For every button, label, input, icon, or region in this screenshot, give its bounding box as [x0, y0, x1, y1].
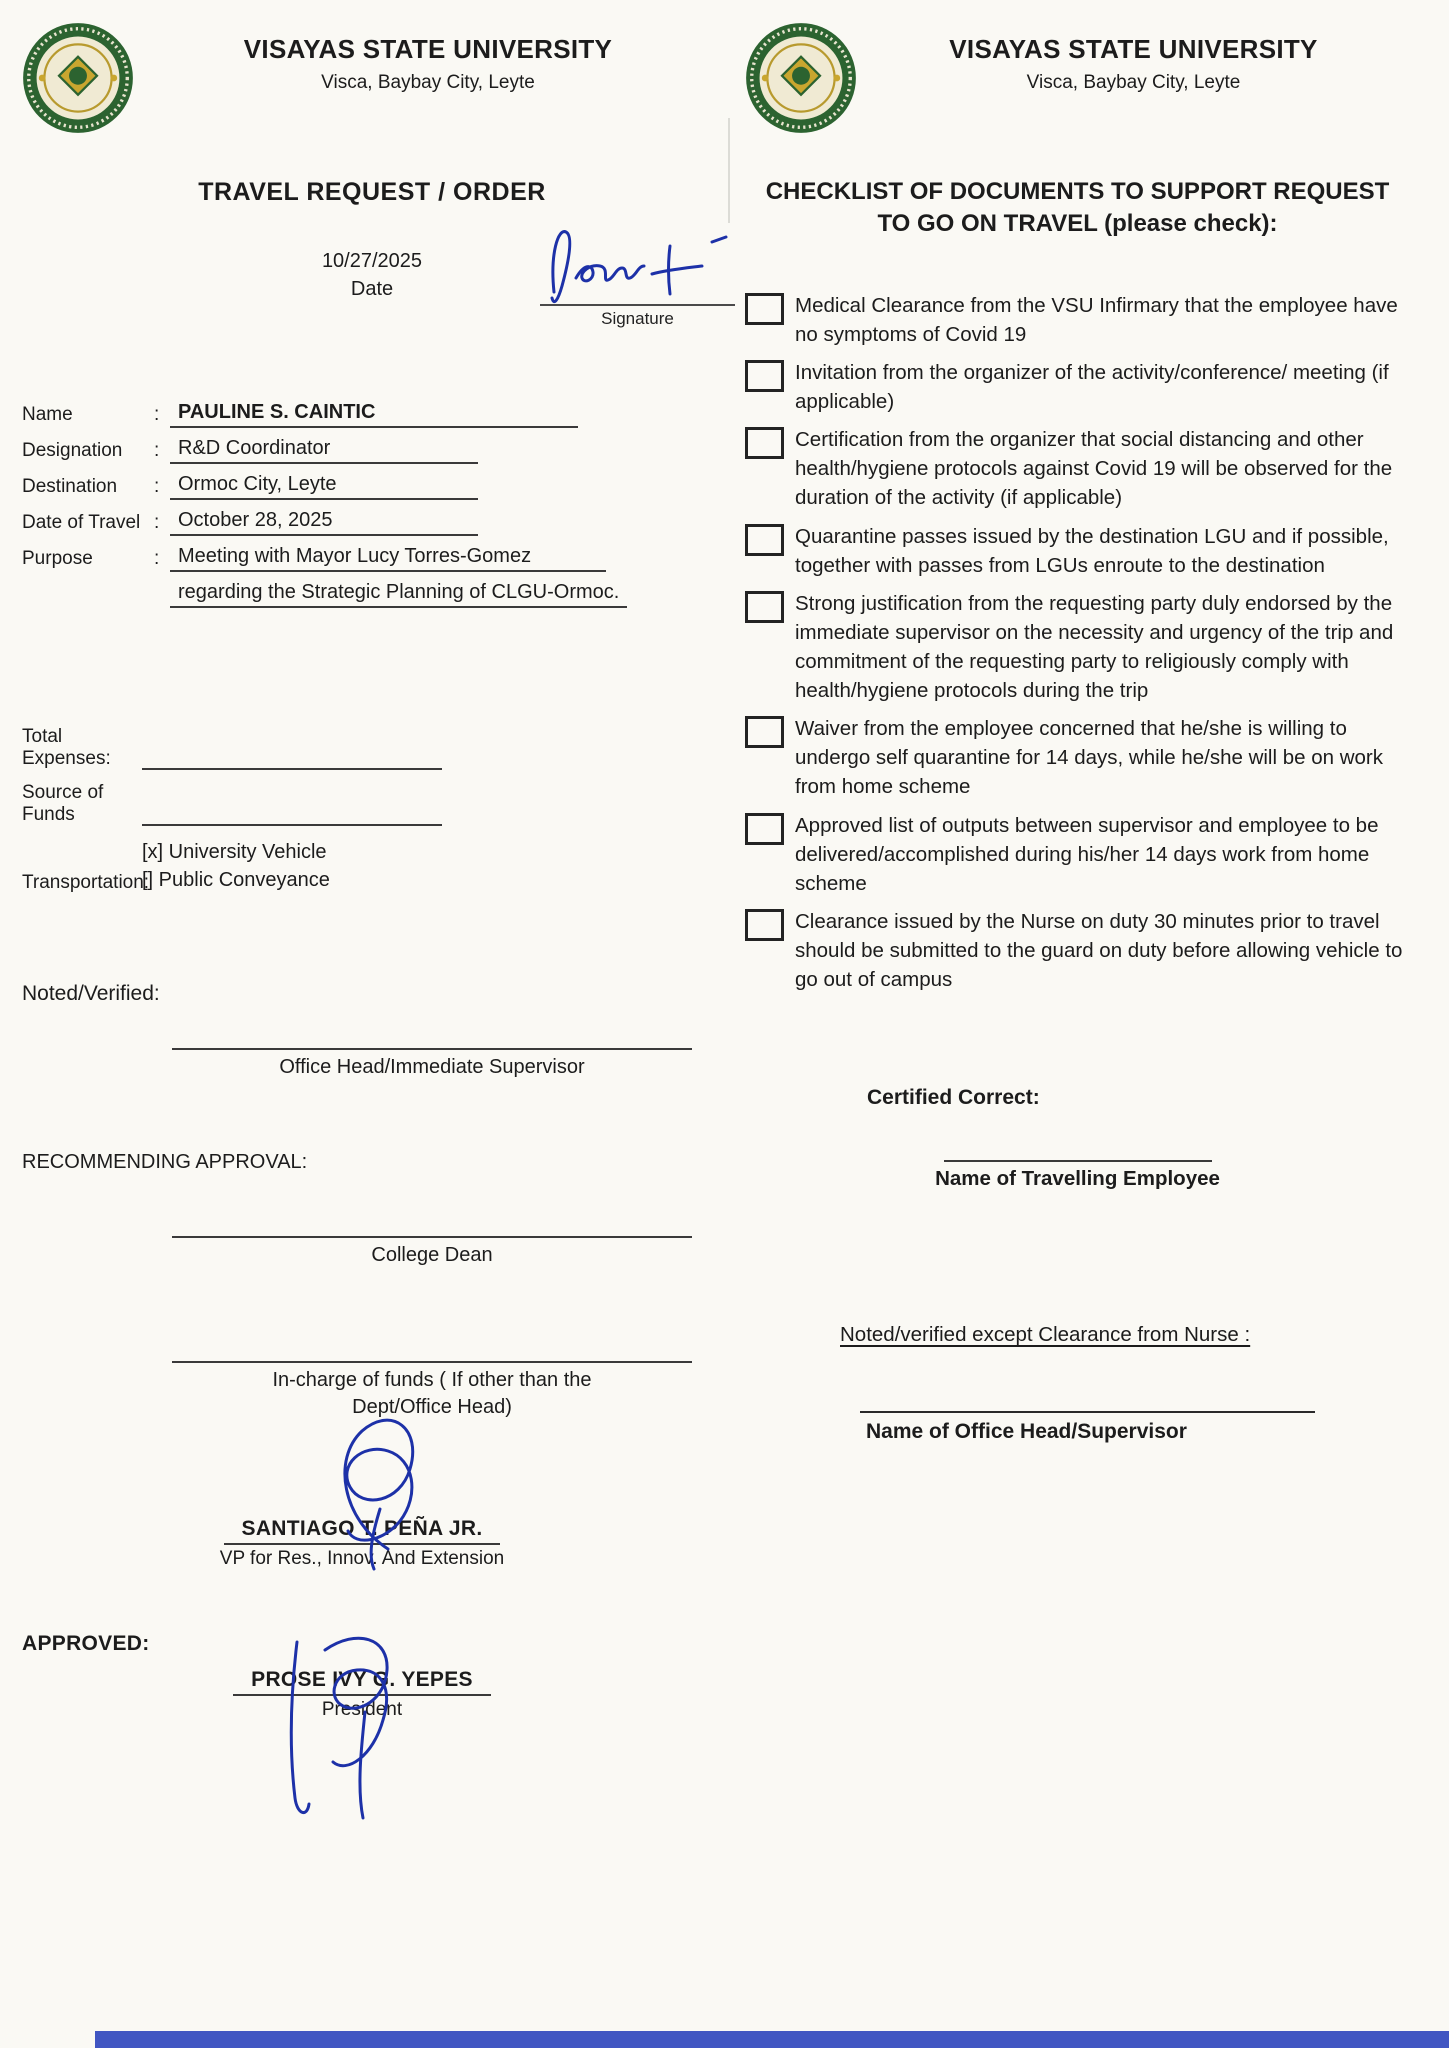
- field-value-date-of-travel[interactable]: October 28, 2025: [170, 509, 478, 536]
- recommending-approval-label: RECOMMENDING APPROVAL:: [22, 1151, 308, 1173]
- left-letterhead: [22, 22, 722, 134]
- checklist-form: [745, 22, 1410, 1444]
- office-head-supervisor-sign-block: [860, 1411, 1320, 1444]
- field-label: Purpose: [22, 548, 93, 569]
- checklist-title: CHECKLIST OF DOCUMENTS TO SUPPORT REQUEST TO GO ON TRAVEL (please check):: [765, 178, 1390, 238]
- date-label: Date: [350, 278, 394, 300]
- source-of-funds-blank-line[interactable]: [142, 804, 442, 826]
- college-dean-caption: College Dean: [371, 1244, 493, 1266]
- field-label: Name: [22, 404, 73, 425]
- office-head-supervisor-caption: Name of Office Head/Supervisor: [866, 1420, 1187, 1444]
- checklist-item-text: Invitation from the organizer of the activity/conference/ meeting (if applicable): [795, 361, 1389, 414]
- source-of-funds-label: Source of Funds: [22, 782, 104, 825]
- checkbox-strong-justification[interactable]: [745, 591, 784, 623]
- transport-option-public-conveyance[interactable]: [] Public Conveyance: [142, 869, 330, 891]
- incharge-caption-line2: Dept/Office Head): [352, 1396, 512, 1418]
- right-letterhead: [745, 22, 1410, 134]
- field-label: Destination: [22, 476, 118, 497]
- employee-signature-block: [540, 220, 735, 329]
- transportation-label: Transportation:: [22, 872, 150, 893]
- checklist-item: [745, 907, 1410, 994]
- travel-request-form: [22, 22, 722, 1721]
- checklist-item-text: Waiver from the employee concerned that he/she is willing to undergo self quarantine for 14 days, while he/she will be on work from home scheme: [795, 717, 1384, 799]
- noted-verified-label: Noted/Verified:: [22, 982, 160, 1005]
- checklist-item: [745, 522, 1410, 580]
- checklist-item: [745, 425, 1410, 512]
- total-expenses-blank-line[interactable]: [142, 748, 442, 770]
- checklist-item-text: Strong justification from the requesting party duly endorsed by the immediate supervisor on the necessity and urgency of the trip and commitment of the requesting party to religiously comply with health/hygiene protocols during the trip: [795, 591, 1394, 703]
- office-head-caption: Office Head/Immediate Supervisor: [279, 1056, 585, 1078]
- checklist-items: [745, 291, 1410, 994]
- transportation-row: [22, 838, 722, 894]
- checklist-item: [745, 291, 1410, 349]
- vp-name: SANTIAGO T. PEÑA JR.: [224, 1517, 501, 1545]
- total-expenses-label: Total Expenses:: [22, 726, 111, 769]
- university-name: VISAYAS STATE UNIVERSITY: [243, 34, 613, 64]
- expenses-section: [22, 726, 722, 894]
- checkbox-waiver[interactable]: [745, 716, 784, 748]
- checklist-item: [745, 811, 1410, 898]
- checklist-item-text: Quarantine passes issued by the destination LGU and if possible, together with passes from LGUs enroute to the destination: [795, 524, 1389, 577]
- travelling-employee-caption: Name of Travelling Employee: [935, 1167, 1220, 1191]
- source-of-funds-row: [22, 782, 722, 826]
- president-signer-block: [142, 1668, 582, 1721]
- date-value: 10/27/2025: [321, 250, 423, 272]
- university-address: Visca, Baybay City, Leyte: [321, 72, 535, 93]
- field-value-name[interactable]: PAULINE S. CAINTIC: [170, 401, 578, 428]
- signature-caption: Signature: [601, 309, 674, 328]
- checklist-item-text: Certification from the organizer that social distancing and other health/hygiene protocols against Covid 19 will be observed for the duration of the activity (if applicable): [795, 428, 1393, 510]
- incharge-caption-line1: In-charge of funds ( If other than the: [272, 1369, 592, 1391]
- field-row-purpose: Purpose : Meeting with Mayor Lucy Torres-Gomez: [22, 545, 722, 572]
- university-address: Visca, Baybay City, Leyte: [1026, 72, 1241, 93]
- checkbox-quarantine-passes[interactable]: [745, 524, 784, 556]
- vp-signer-block: [142, 1517, 582, 1570]
- field-value-purpose-2[interactable]: regarding the Strategic Planning of CLGU-Ormoc.: [170, 581, 627, 608]
- checklist-item-text: Clearance issued by the Nurse on duty 30 minutes prior to travel should be submitted to the guard on duty before allowing vehicle to go out of campus: [795, 909, 1403, 992]
- checklist-item: [745, 358, 1410, 416]
- field-label: Date of Travel: [22, 512, 141, 533]
- vp-title: VP for Res., Innov. And Extension: [219, 1548, 505, 1569]
- field-row-date-of-travel: Date of Travel : October 28, 2025: [22, 509, 722, 536]
- checkbox-medical-clearance[interactable]: [745, 293, 784, 325]
- checkbox-invitation[interactable]: [745, 360, 784, 392]
- checklist-item: [745, 589, 1410, 705]
- field-value-destination[interactable]: Ormoc City, Leyte: [170, 473, 478, 500]
- form-fields: [22, 401, 722, 608]
- incharge-funds-sign-block: [172, 1361, 692, 1421]
- field-value-designation[interactable]: R&D Coordinator: [170, 437, 478, 464]
- field-row-designation: Designation : R&D Coordinator: [22, 437, 722, 464]
- field-row-purpose-line2: [22, 581, 722, 608]
- field-value-purpose[interactable]: Meeting with Mayor Lucy Torres-Gomez: [170, 545, 606, 572]
- field-label: Designation: [22, 440, 123, 461]
- vsu-seal-logo: [22, 22, 134, 134]
- office-head-sign-block: [172, 1048, 692, 1081]
- checklist-item-text: Approved list of outputs between supervisor and employee to be delivered/accomplished during his/her 14 days work from home scheme: [795, 813, 1379, 895]
- field-row-destination: Destination : Ormoc City, Leyte: [22, 473, 722, 500]
- checklist-item-text: Medical Clearance from the VSU Infirmary that the employee have no symptoms of Covid 19: [795, 293, 1398, 346]
- form-title: TRAVEL REQUEST / ORDER: [198, 178, 546, 206]
- university-name: VISAYAS STATE UNIVERSITY: [949, 34, 1318, 64]
- noted-except-clearance-label: Noted/verified except Clearance from Nurse :: [840, 1323, 1251, 1347]
- vsu-seal-logo: [745, 22, 857, 134]
- scan-bottom-blue-strip: [95, 2031, 1449, 2048]
- transport-option-university-vehicle[interactable]: [x] University Vehicle: [142, 841, 327, 863]
- checkbox-approved-outputs[interactable]: [745, 813, 784, 845]
- travelling-employee-sign-block: [930, 1160, 1225, 1191]
- total-expenses-row: [22, 726, 722, 770]
- page-fold-mark: [728, 118, 730, 223]
- college-dean-sign-block: [172, 1236, 692, 1269]
- employee-signature-ink: [540, 220, 735, 308]
- president-title: President: [321, 1699, 403, 1720]
- field-row-name: Name : PAULINE S. CAINTIC: [22, 401, 722, 428]
- certified-correct-label: Certified Correct:: [867, 1086, 1040, 1110]
- checkbox-certification[interactable]: [745, 427, 784, 459]
- president-name: PROSE IVY G. YEPES: [233, 1668, 491, 1696]
- checklist-item: [745, 714, 1410, 801]
- checkbox-nurse-clearance[interactable]: [745, 909, 784, 941]
- approved-label: APPROVED:: [22, 1632, 150, 1655]
